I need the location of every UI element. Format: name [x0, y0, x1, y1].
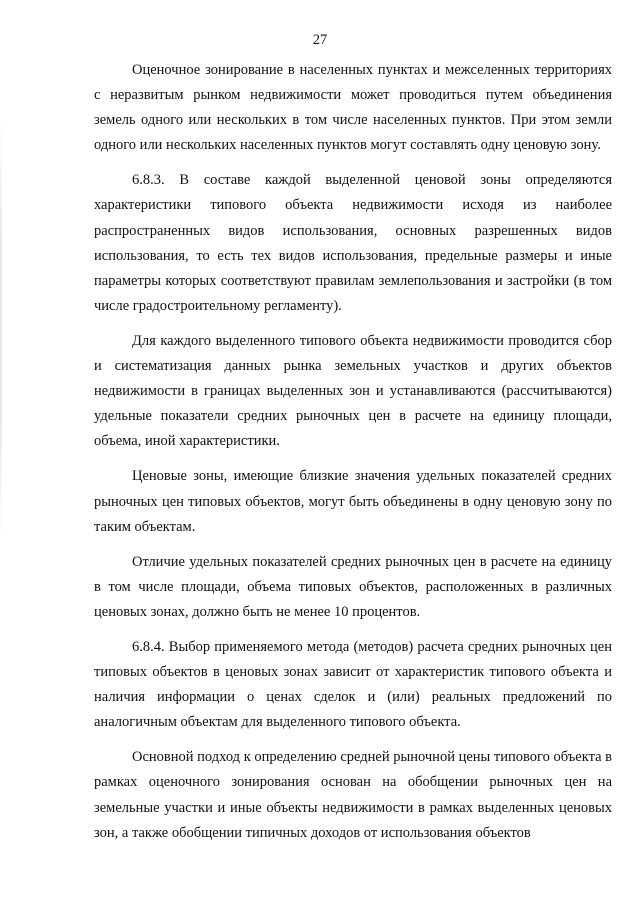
paragraph-main-approach: Основной подход к определению средней рыночной цены типового объекта в рамках оценочного зонирования основан на обобщении рыночных цен на земельные участки и иные объекты недвижимости в рамках выделенных ценовых зон, а также обобщении типичных доходов от использования объектов — [94, 749, 612, 841]
paragraph-6-8-4: 6.8.4. Выбор применяемого метода (методов) расчета средних рыночных цен типовых объектов в ценовых зонах зависит от характеристик типового объекта и наличия информации о ценах сделок и (или) реальных предложений по аналогичным объектам для выделенного типового объекта. — [94, 638, 612, 731]
page-number: 27 — [312, 32, 328, 48]
paragraph-data-collection: Для каждого выделенного типового объекта недвижимости проводится сбор и систематизация данных рынка земельных участков и других объектов недвижимости в границах выделенных зон и устанавливаются (рассчитываются) удельные показатели средних рыночных цен в расчете на единицу площади, объема, иной характеристики. — [94, 332, 612, 450]
paragraph-price-zones-merge: Ценовые зоны, имеющие близкие значения удельных показателей средних рыночных цен типовых объектов, могут быть объединены в одну ценовую зону по таким объектам. — [94, 468, 612, 535]
body-text — [94, 58, 612, 854]
scan-edge-shadow — [0, 120, 2, 540]
paragraph-zoning-settlements: Оценочное зонирование в населенных пунктах и межселенных территориях с неразвитым рынком недвижимости может проводиться путем объединения земель одного или нескольких в том числе населенных пунктов. При этом земли одного или нескольких населенных пунктов могут составлять одну ценовую зону. — [94, 62, 612, 154]
paragraph-price-difference: Отличие удельных показателей средних рыночных цен в расчете на единицу в том числе площади, объема типовых объектов, расположенных в различных ценовых зонах, должно быть не менее 10 процентов. — [94, 553, 612, 620]
paragraph-6-8-3: 6.8.3. В составе каждой выделенной ценовой зоны определяются характеристики типового объекта недвижимости исходя из наиболее распространенных видов использования, основных разрешенных видов использования, то есть тех видов использования, предельные размеры и иные параметры которых соответствуют правилам землепользования и застройки (в том числе градостроительному регламенту). — [94, 172, 612, 314]
